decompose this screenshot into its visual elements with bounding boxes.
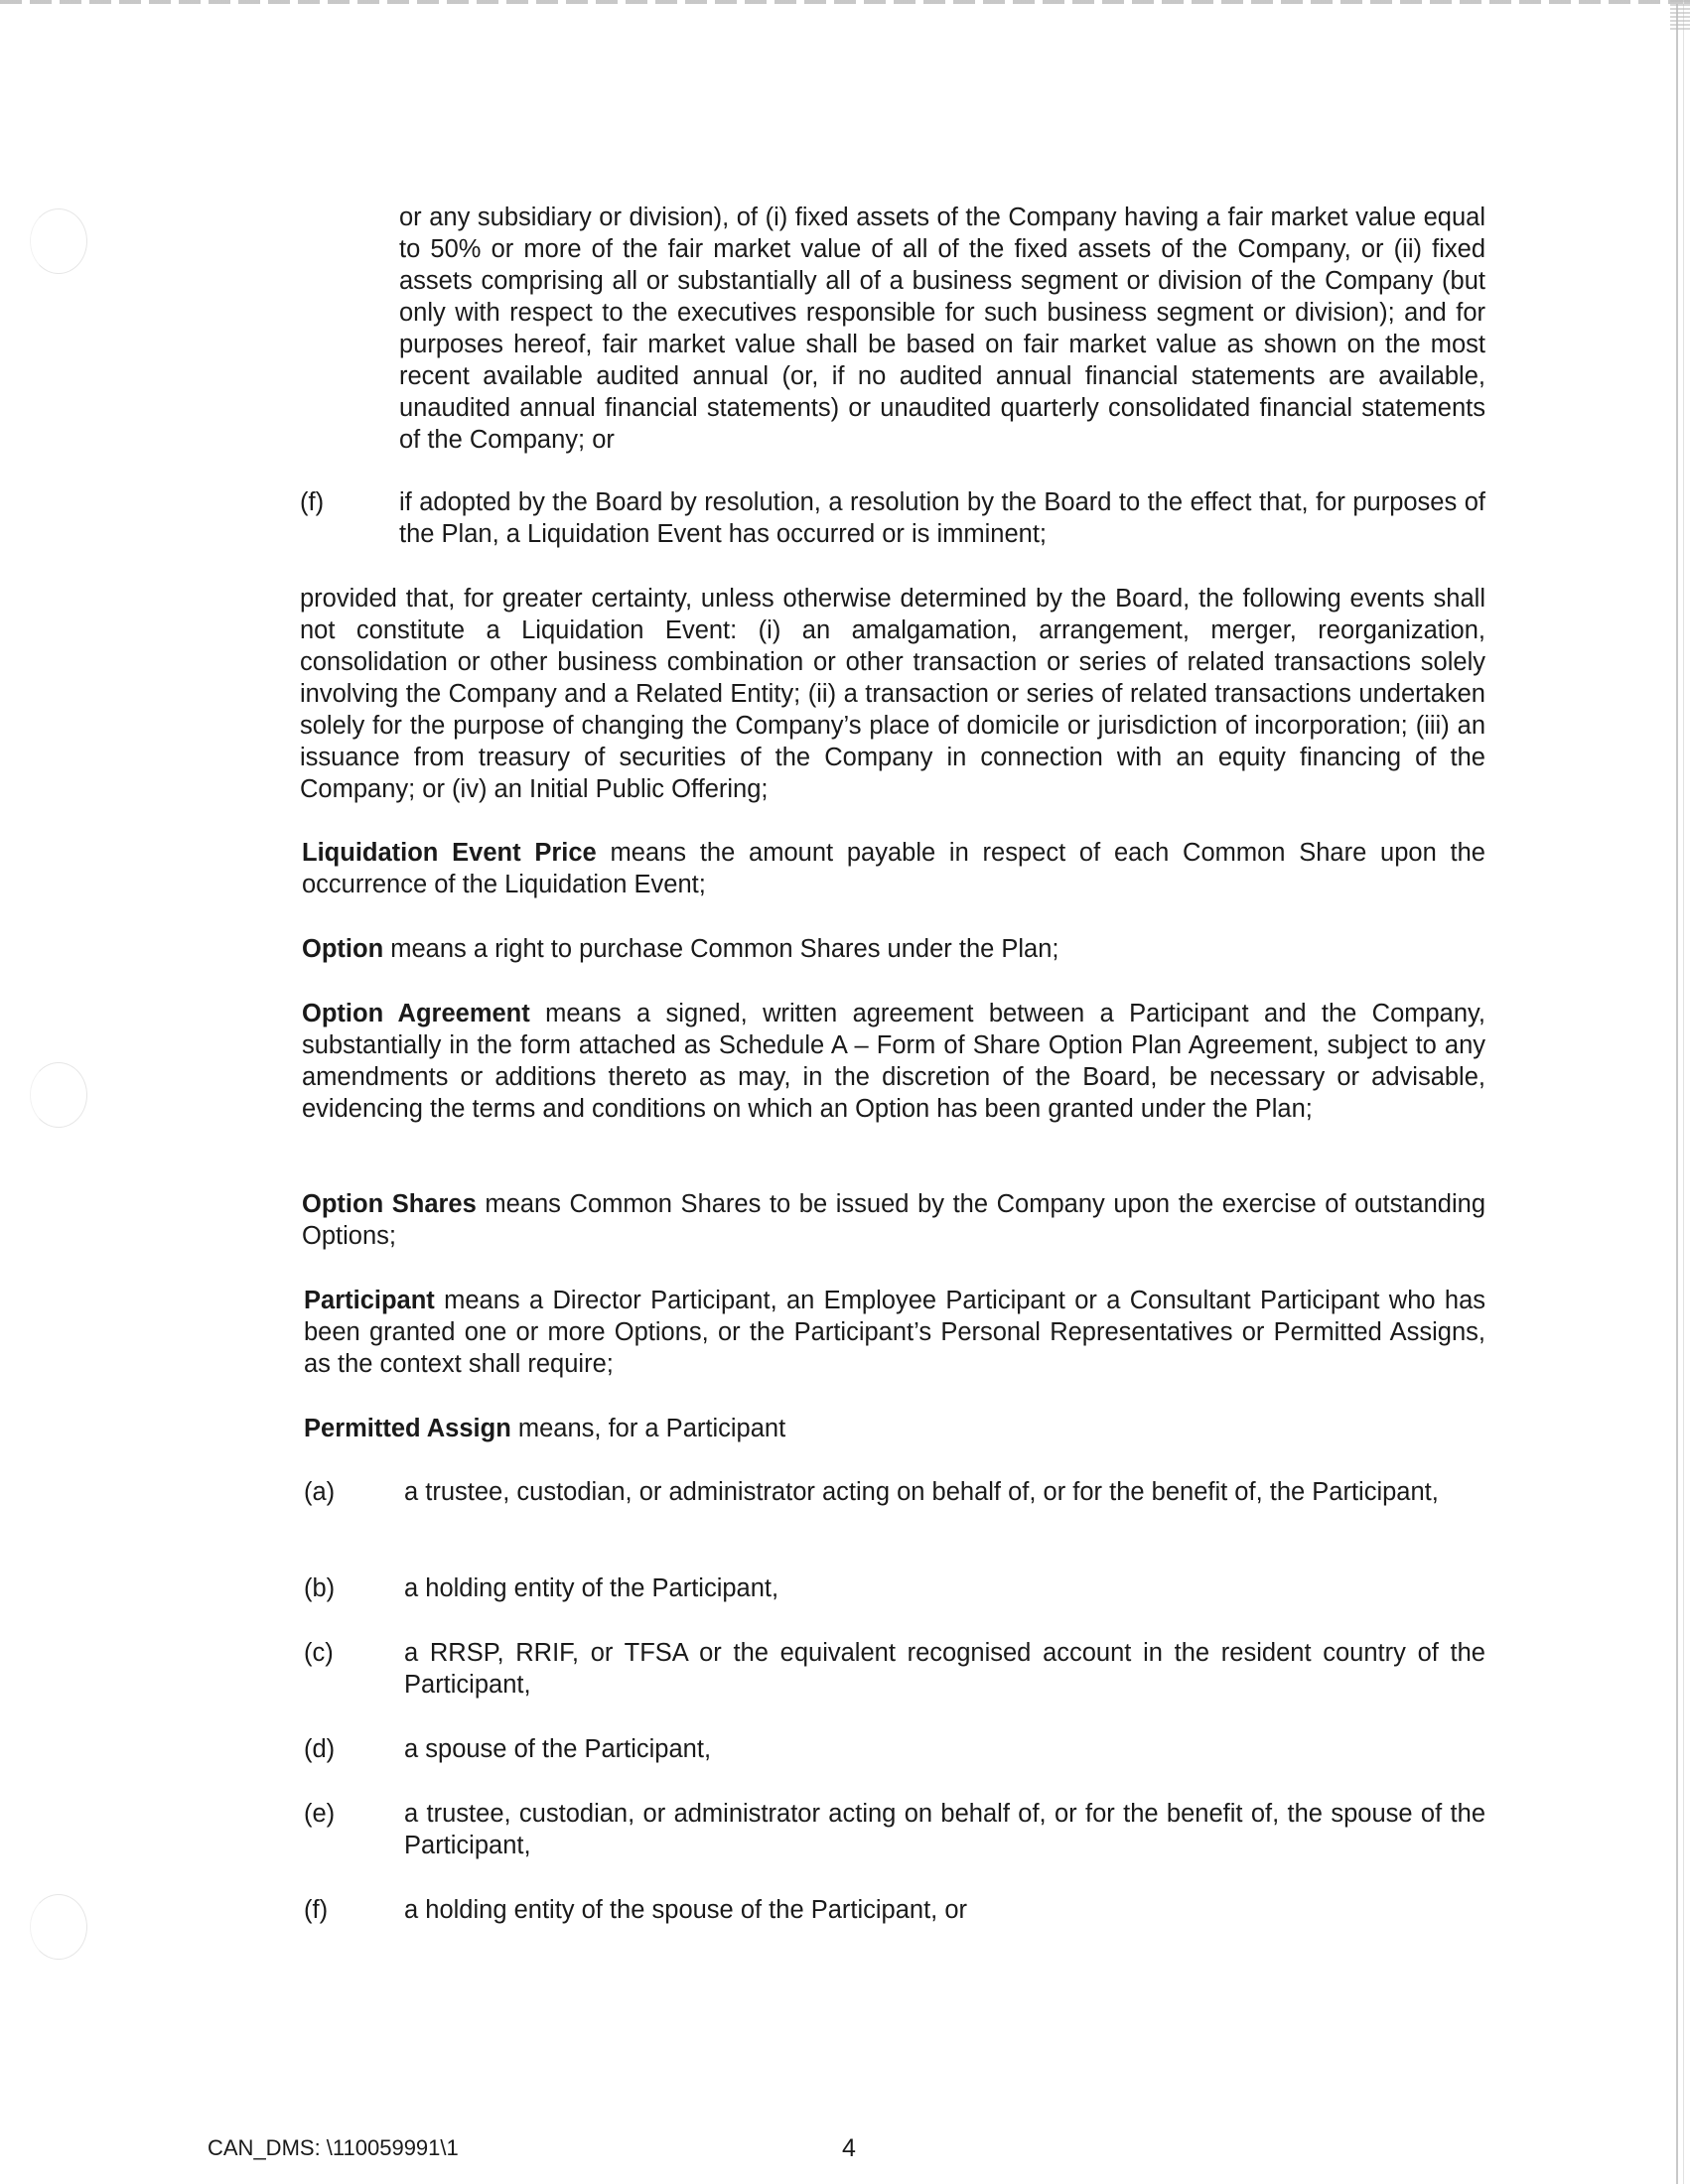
definition-option-shares [302, 1188, 1485, 1252]
scan-edge-right-inner [1683, 0, 1684, 2184]
punch-hole-mark [30, 1894, 87, 1960]
definition-body: means a Director Participant, an Employee Participant or a Consultant Participant who has been granted one or more Options, or the Participant’s Personal Representatives or Permitted Assigns, as the context shall require; [304, 1287, 1485, 1378]
list-item-label: (c) [304, 1639, 334, 1667]
definition-option [302, 933, 1485, 965]
definition-term: Participant [304, 1287, 435, 1314]
definition-option-agreement [302, 998, 1485, 1125]
list-item-label: (f) [304, 1896, 329, 1924]
list-item-label: (a) [304, 1478, 336, 1506]
continued-paragraph: or any subsidiary or division), of (i) fixed assets of the Company having a fair market value equal to 50% or more of the fair market value of all of the fixed assets of the Company, or (ii) fixed assets comprising all or substantially all of a business segment or division of the Company (but only with respect to the executives responsible for such business segment or division); and for purposes hereof, fair market value shall be based on fair market value as shown on the most recent available audited annual (or, if no audited annual financial statements are available, unaudited annual financial statements) or unaudited quarterly consolidated financial statements of the Company; or [399, 204, 1485, 454]
definition-liquidation-event-price [302, 837, 1485, 900]
definition-term: Permitted Assign [304, 1415, 511, 1442]
scan-edge-right [1676, 0, 1678, 2184]
list-item: a holding entity of the spouse of the Participant, or [404, 1896, 968, 1924]
definition-body: means Common Shares to be issued by the Company upon the exercise of outstanding Options; [302, 1190, 1486, 1250]
list-item-label: (b) [304, 1574, 336, 1602]
definition-body: means a signed, written agreement between a Participant and the Company, substantially in the form attached as Schedule A – Form of Share Option Plan Agreement, subject to any amendments or additions thereto as may, in the discretion of the Board, be necessary or advisable, evidencing the terms and conditions on which an Option has been granted under the Plan; [302, 1000, 1485, 1123]
item-label: (f) [300, 488, 325, 516]
proviso-paragraph: provided that, for greater certainty, unless otherwise determined by the Board, the following events shall not constitute a Liquidation Event: (i) an amalgamation, arrangement, merger, reorganization, consolidation or other business combination or other transaction or series of related transactions solely involving the Company and a Related Entity; (ii) a transaction or series of related transactions undertaken solely for the purpose of changing the Company’s place of domicile or jurisdiction of incorporation; (iii) an issuance from treasury of securities of the Company in connection with an equity financing of the Company; or (iv) an Initial Public Offering; [300, 585, 1485, 803]
punch-hole-mark [30, 1062, 87, 1128]
definition-term: Option Shares [302, 1190, 477, 1218]
list-item: a holding entity of the Participant, [404, 1574, 779, 1602]
definition-participant [304, 1285, 1485, 1380]
page-number: 4 [842, 2134, 856, 2162]
definition-term: Liquidation Event Price [302, 839, 597, 867]
list-item: a RRSP, RRIF, or TFSA or the equivalent recognised account in the resident country of the Participant, [404, 1639, 1485, 1699]
definition-term: Option Agreement [302, 1000, 530, 1027]
list-item: a trustee, custodian, or administrator acting on behalf of, or for the benefit of, the spouse of the Participant, [404, 1800, 1485, 1859]
footer-document-id: CAN_DMS: \110059991\1 [208, 2135, 459, 2160]
definition-term: Option [302, 935, 384, 963]
list-item: a spouse of the Participant, [404, 1735, 712, 1763]
definition-body: means a right to purchase Common Shares under the Plan; [383, 935, 1059, 963]
definition-body: means the amount payable in respect of each Common Share upon the occurrence of the Liquidation Event; [302, 839, 1485, 898]
list-item-label: (d) [304, 1735, 336, 1763]
punch-hole-mark [30, 208, 87, 274]
item-text: if adopted by the Board by resolution, a resolution by the Board to the effect that, for purposes of the Plan, a Liquidation Event has occurred or is imminent; [399, 488, 1485, 548]
scan-corner-mark [1670, 0, 1690, 30]
definition-body: means, for a Participant [510, 1415, 786, 1442]
list-item: a trustee, custodian, or administrator acting on behalf of, or for the benefit of, the Participant, [404, 1478, 1439, 1506]
definition-permitted-assign [304, 1413, 1485, 1444]
scan-edge-top [0, 0, 1690, 4]
list-item-label: (e) [304, 1800, 336, 1828]
